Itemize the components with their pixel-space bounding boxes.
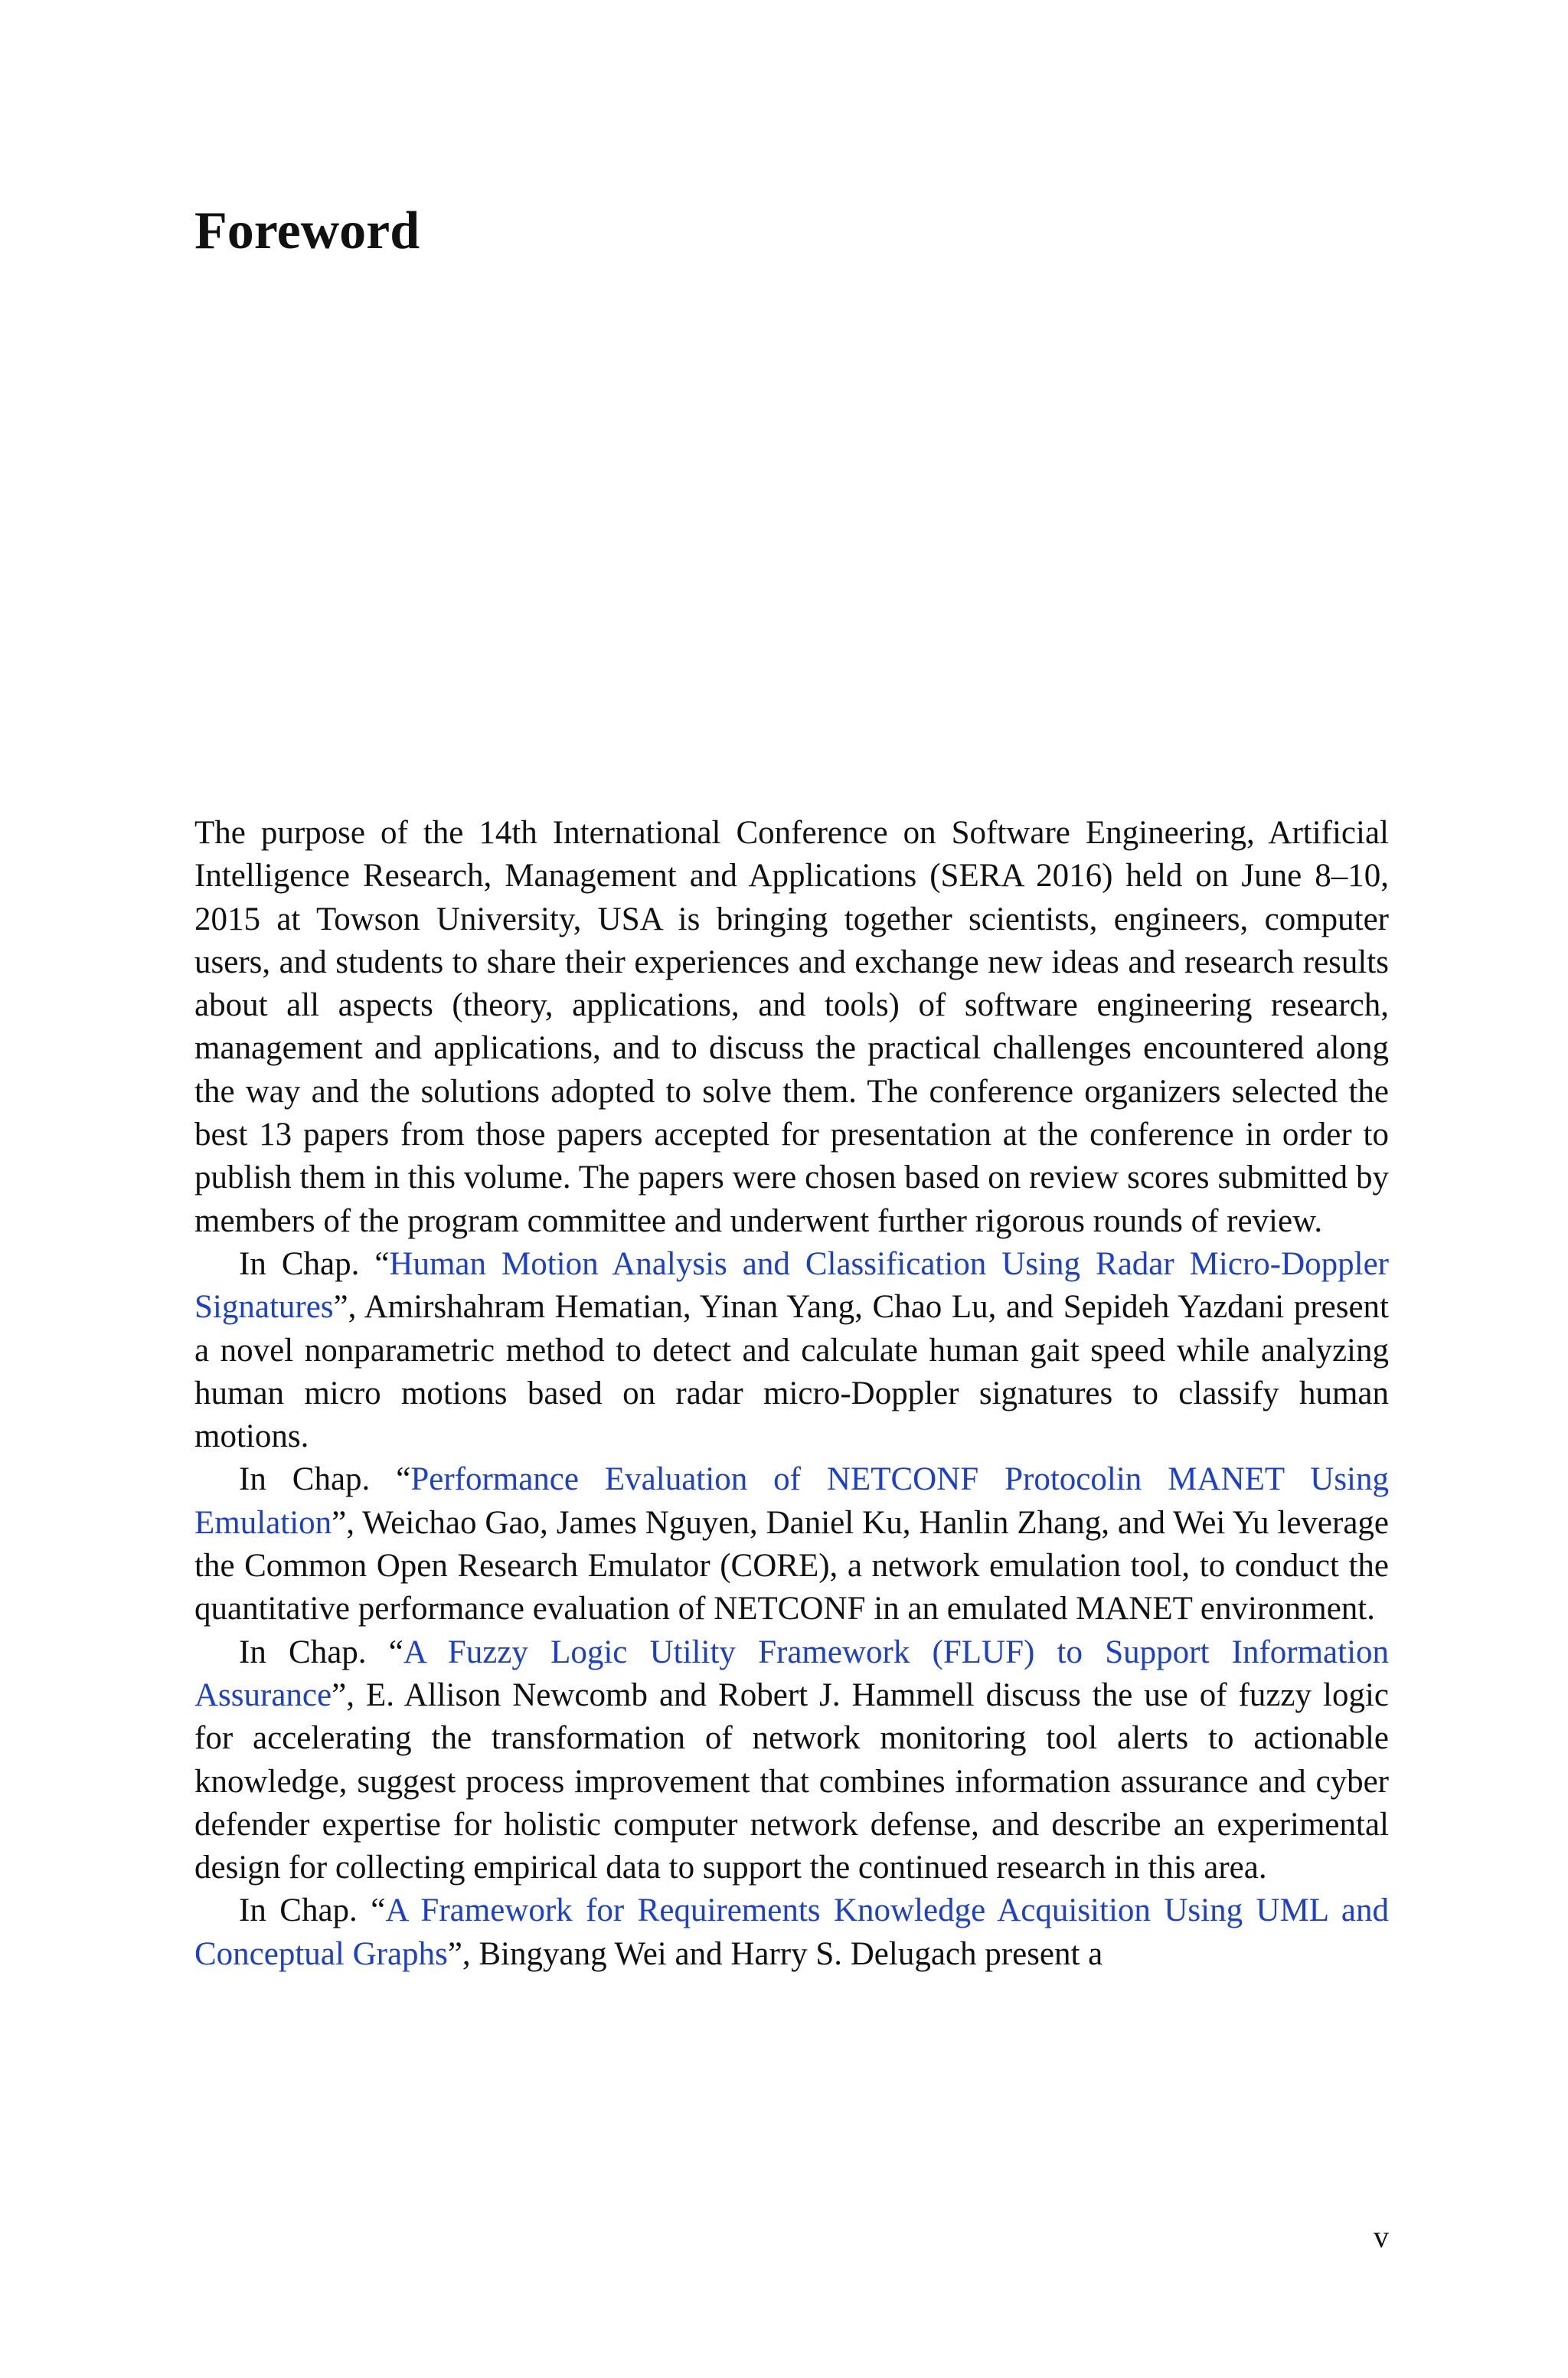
chapter-link-requirements-framework[interactable]: A Framework for Requirements Knowledge Acquisition Using UML and Conceptual Graphs [194,1892,1389,1972]
foreword-body [194,812,1389,1976]
chapter-link-human-motion[interactable]: Human Motion Analysis and Classification Using Radar Micro-Doppler Signatures [194,1245,1389,1326]
chapter-paragraph-1 [194,1243,1389,1458]
chapter-description: ”, Amirshahram Hematian, Yinan Yang, Chao Lu, and Sepideh Yazdani present a novel nonparametric method to detect and calculate human gait speed while analyzing human micro motions based on radar micro-Doppler signatures to classify human motions. [194,1289,1389,1455]
chapter-paragraph-2 [194,1458,1389,1631]
page-title: Foreword [194,201,420,260]
chapter-prefix: In Chap. “ [239,1892,386,1929]
chapter-description: ”, Bingyang Wei and Harry S. Delugach present a [447,1935,1103,1972]
chapter-link-fuzzy-logic[interactable]: A Fuzzy Logic Utility Framework (FLUF) to Support Information Assurance [194,1634,1390,1713]
chapter-prefix: In Chap. “ [239,1461,411,1498]
chapter-description: ”, Weichao Gao, James Nguyen, Daniel Ku, Hanlin Zhang, and Wei Yu leverage the Common Open Research Emulator (CORE), a network emulation tool, to conduct the quantitative performance evaluation of NETCONF in an emulated MANET environment. [194,1504,1389,1627]
chapter-description: ”, E. Allison Newcomb and Robert J. Hammell discuss the use of fuzzy logic for accelerating the transformation of network monitoring tool alerts to actionable knowledge, suggest process improvement that combines information assurance and cyber defender expertise for holistic computer network defense, and describe an experimental design for collecting empirical data to support the continued research in this area. [194,1676,1389,1886]
chapter-prefix: In Chap. “ [239,1245,390,1282]
chapter-prefix: In Chap. “ [239,1634,403,1670]
chapter-link-netconf-manet[interactable]: Performance Evaluation of NETCONF Protocolin MANET Using Emulation [194,1461,1389,1541]
page-number: v [1374,2219,1389,2254]
chapter-paragraph-4 [194,1889,1389,1976]
chapter-paragraph-3 [194,1631,1389,1890]
intro-paragraph: The purpose of the 14th International Conference on Software Engineering, Artificial Intelligence Research, Management and Applications (SERA 2016) held on June 8–10, 2015 at Towson University, USA is bringing together scientists, engineers, computer users, and students to share their experiences and exchange new ideas and research results about all aspects (theory, applications, and tools) of software engineering research, management and applications, and to discuss the practical challenges encountered along the way and the solutions adopted to solve them. The conference organizers selected the best 13 papers from those papers accepted for presentation at the conference in order to publish them in this volume. The papers were chosen based on review scores submitted by members of the program committee and underwent further rigorous rounds of review. [194,815,1389,1239]
